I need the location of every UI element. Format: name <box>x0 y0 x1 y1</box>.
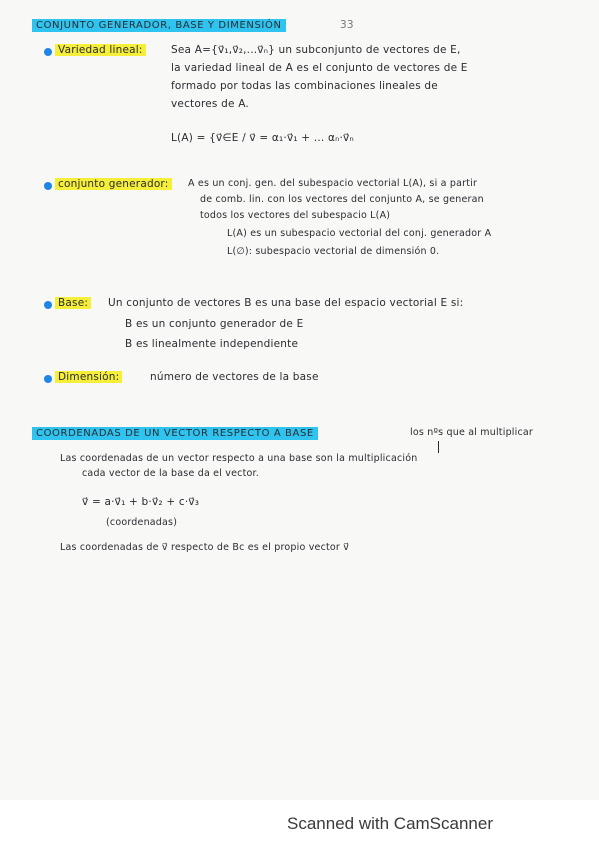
coordenadas-line-1: Las coordenadas de un vector respecto a una base son la multiplicación <box>60 453 418 464</box>
bullet-icon <box>44 48 52 56</box>
page-number: 33 <box>340 19 354 31</box>
scanner-watermark: Scanned with CamScanner <box>287 814 494 833</box>
generador-line-4: L(A) es un subespacio vectorial del conj. generador A <box>227 228 492 239</box>
generador-line-2: de comb. lin. con los vectores del conjunto A, se generan <box>200 194 484 205</box>
variedad-line-2: la variedad lineal de A es el conjunto de vectores de E <box>171 62 468 74</box>
generador-line-5: L(∅): subespacio vectorial de dimensión 0. <box>227 246 440 257</box>
bullet-icon <box>44 375 52 383</box>
dimension-text: número de vectores de la base <box>150 371 319 383</box>
generador-line-3: todos los vectores del subespacio L(A) <box>200 210 391 221</box>
base-line-3: B es linealmente independiente <box>125 338 299 350</box>
annotation-tick <box>438 441 439 453</box>
variedad-line-4: vectores de A. <box>171 98 249 110</box>
generador-term: conjunto generador: <box>55 178 172 190</box>
section2-title: COORDENADAS DE UN VECTOR RESPECTO A BASE <box>36 428 314 439</box>
base-line-2: B es un conjunto generador de E <box>125 318 304 330</box>
bullet-icon <box>44 301 52 309</box>
coordenadas-formula: v⃗ = a·v⃗₁ + b·v⃗₂ + c·v⃗₃ <box>82 496 200 508</box>
base-line-1: Un conjunto de vectores B es una base del espacio vectorial E si: <box>108 297 464 309</box>
variedad-term: Variedad lineal: <box>55 44 146 56</box>
variedad-formula: L(A) = {v⃗∈E / v⃗ = α₁·v⃗₁ + ... αₙ·v⃗ₙ <box>171 132 354 144</box>
coordenadas-formula-note: (coordenadas) <box>106 517 178 528</box>
section1-title: CONJUNTO GENERADOR, BASE Y DIMENSIÓN <box>36 20 282 31</box>
base-term-block <box>55 296 91 310</box>
generador-term-block <box>55 177 172 191</box>
section2-side-note: los nºs que al multiplicar <box>410 427 534 438</box>
section2-title-block <box>32 427 318 440</box>
dimension-term: Dimensión: <box>55 371 122 383</box>
base-term: Base: <box>55 297 91 309</box>
variedad-line-3: formado por todas las combinaciones lineales de <box>171 80 438 92</box>
bullet-icon <box>44 182 52 190</box>
section1-title-block <box>32 19 286 32</box>
generador-line-1: A es un conj. gen. del subespacio vectorial L(A), si a partir <box>188 178 478 189</box>
coordenadas-final-line: Las coordenadas de v⃗ respecto de Bc es el propio vector v⃗ <box>60 542 350 553</box>
coordenadas-line-2: cada vector de la base da el vector. <box>82 468 259 479</box>
variedad-term-block <box>55 43 146 57</box>
dimension-term-block <box>55 370 122 384</box>
variedad-line-1: Sea A={v⃗₁,v⃗₂,...v⃗ₙ} un subconjunto de vectores de E, <box>171 44 461 56</box>
